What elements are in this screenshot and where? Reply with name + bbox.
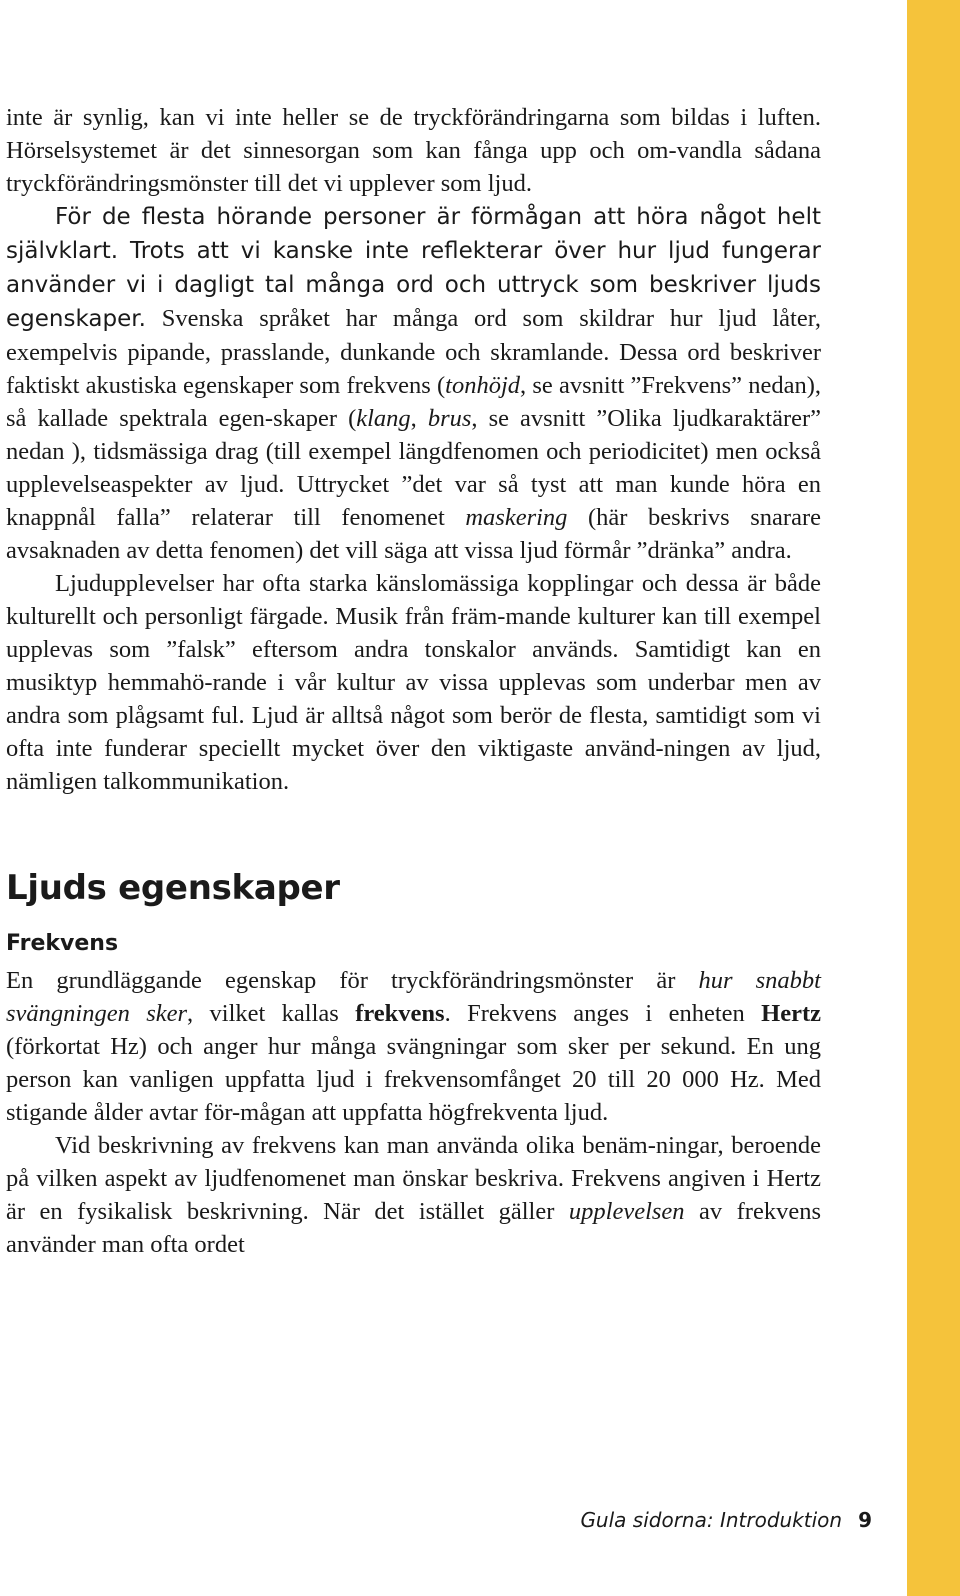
paragraph-2-text-c: , se avsnitt ”Olika ljudkaraktärer” nedan ), tidsmässiga drag (till exempel längdfenomen och periodicitet) men också upplevelseaspekter av ljud. Uttrycket ”det var så tyst att man kunde höra en knappnål falla” relaterar till fenomenet xyxy=(6,405,822,531)
paragraph-2-text-b: , se avsnitt ”Frekvens” nedan), så kallade spektrala egen-skaper ( xyxy=(6,372,821,432)
paragraph-3-text: Ljudupplevelser har ofta starka känslomässiga kopplingar och dessa är både kulturellt och personligt färgade. Musik från främ-mande kulturer kan till exempel upplevas som ”falsk” eftersom andra tonskalor används. Samtidigt kan en musiktyp hemmahö-rande i vår kultur av vissa upplevas som underbar men av andra som plågsamt ful. Ljud är alltså något som berör de flesta, samtidigt som vi ofta inte funderar speciellt mycket över den viktigaste använd-ningen av ljud, nämligen talkommunikation. xyxy=(6,570,821,795)
subsection-heading: Frekvens xyxy=(6,931,119,956)
term-tonhojd: tonhöjd xyxy=(445,372,521,399)
paragraph-4-text-a: En grundläggande egenskap för tryckförändringsmönster är xyxy=(6,967,699,994)
term-frekvens: frekvens xyxy=(355,1000,445,1027)
paragraph-1-text: inte är synlig, kan vi inte heller se de tryckförändringarna som bildas i luften. Hörselsystemet är det sinnesorgan som kan fånga upp och om-vandla sådana tryckförändringsmönster till det vi upplever som ljud. xyxy=(6,104,821,197)
paragraph-5-text-a: Vid beskrivning av frekvens kan man använda olika benäm-ningar, beroende på vilken aspekt av ljudfenomenet man önskar beskriva. Frekvens angiven i Hertz är en fysikalisk beskrivning. När det istället gäller xyxy=(6,1132,821,1225)
yellow-margin-bar xyxy=(907,0,960,1596)
section-heading: Ljuds egenskaper xyxy=(6,868,340,908)
term-klang: klang xyxy=(356,405,411,432)
page-number: 9 xyxy=(858,1508,872,1532)
paragraph-5 xyxy=(6,1129,821,1261)
paragraph-4-text-d: (förkortat Hz) och anger hur många svängningar som sker per sekund. En ung person kan vanligen uppfatta ljud i frekvensomfånget 20 till 20 000 Hz. Med stigande ålder avtar för-mågan att uppfatta högfrekventa ljud. xyxy=(6,1033,821,1126)
paragraph-2 xyxy=(6,200,821,567)
term-maskering: maskering xyxy=(465,504,568,531)
paragraph-1 xyxy=(6,101,821,200)
term-upplevelsen: upplevelsen xyxy=(568,1198,685,1225)
paragraph-4-text-c: . Frekvens anges i enheten xyxy=(444,1000,762,1027)
term-brus: brus xyxy=(427,405,472,432)
paragraph-2-text-a: Svenska språket har många ord som skildrar hur ljud låter, exempelvis pipande, prasslande, dunkande och skramlande. Dessa ord beskriver faktiskt akustiska egenskaper som frekvens ( xyxy=(6,305,821,399)
paragraph-2-text-d: (här beskrivs snarare avsaknaden av detta fenomen) det vill säga att vissa ljud förmår ”dränka” andra. xyxy=(6,504,821,564)
paragraph-5-text-b: av frekvens använder man ofta ordet xyxy=(6,1198,821,1258)
paragraph-4-text-b: , vilket kallas xyxy=(187,1000,356,1027)
term-hertz: Hertz xyxy=(761,1000,821,1027)
paragraph-2-comma: , xyxy=(410,405,428,432)
phrase-hur-snabbt: hur snabbt svängningen sker xyxy=(6,967,821,1027)
paragraph-4 xyxy=(6,964,821,1129)
paragraph-2-sentence-1: För de flesta hörande personer är förmågan att höra något helt självklart. Trots att vi kanske inte reflekterar över hur ljud fungerar använder vi i dagligt tal många ord och uttryck som beskriver ljuds egenskaper. xyxy=(6,204,821,332)
page-footer xyxy=(560,1507,872,1533)
paragraph-3 xyxy=(6,567,821,798)
running-title: Gula sidorna: Introduktion xyxy=(580,1508,843,1532)
page-body xyxy=(6,101,821,1261)
